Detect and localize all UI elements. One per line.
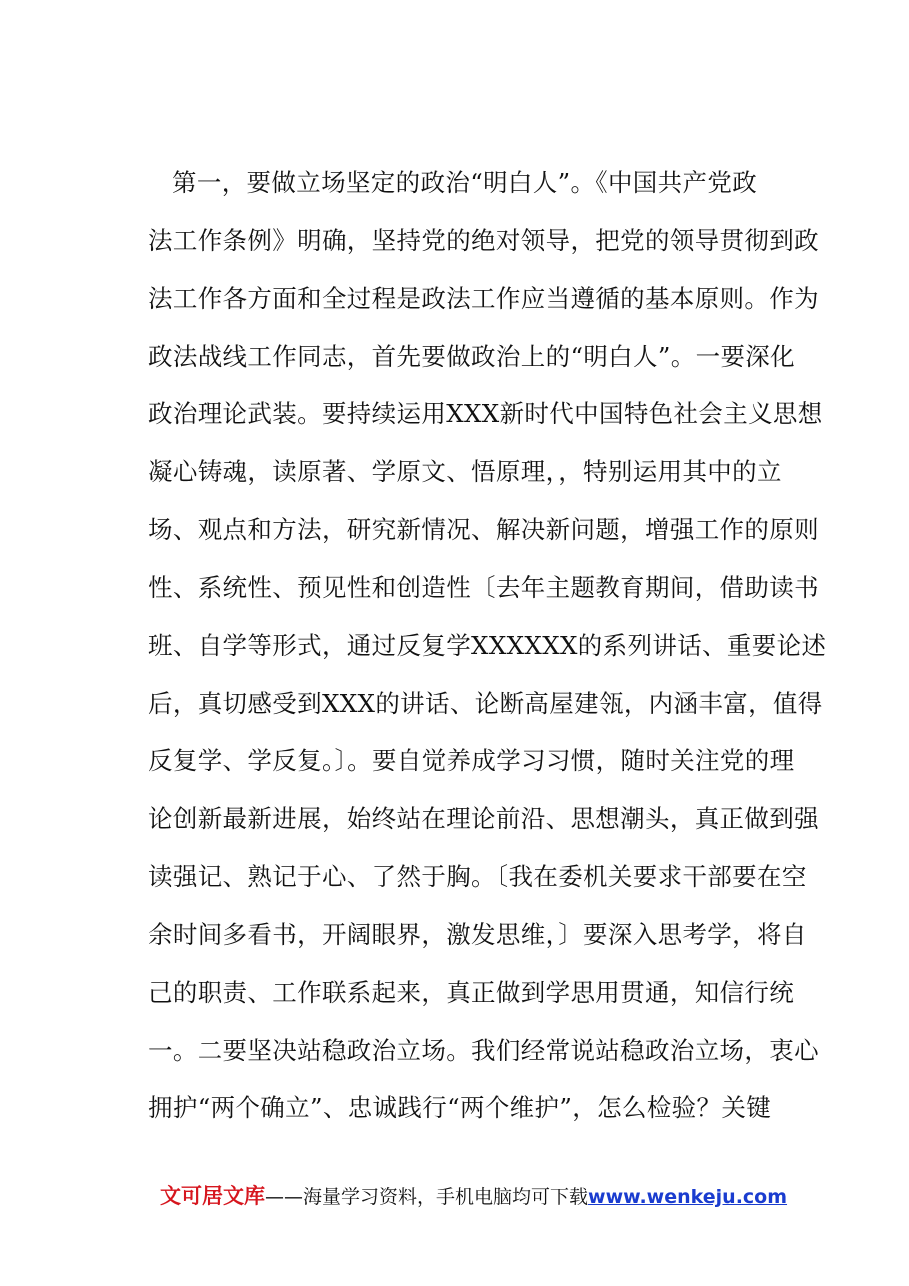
paragraph-line: 凝心铸魂，读原著、学原文、悟原理，，特别运用其中的立 (148, 457, 782, 486)
footer-tagline: ——海量学习资料，手机电脑均可下载 (265, 1186, 589, 1208)
paragraph-line: 拥护“两个确立”、忠诚践行“两个维护”，怎么检验？关键 (148, 1093, 772, 1122)
paragraph-line: 场、观点和方法，研究新情况、解决新问题，增强工作的原则 (148, 515, 819, 544)
paragraph-line: 后，真切感受到XXX的讲话、论断高屋建瓴，内涵丰富，值得 (148, 689, 823, 718)
paragraph-line: 己的职责、工作联系起来，真正做到学思用贯通，知信行统 (148, 978, 795, 1007)
paragraph-line: 政法战线工作同志，首先要做政治上的“明白人”。一要深化 (148, 342, 795, 371)
website-link[interactable]: www.wenkeju.com (588, 1186, 788, 1208)
paragraph-line: 班、自学等形式，通过反复学XXXXXX的系列讲话、重要论述 (148, 631, 827, 660)
footer-banner (160, 1183, 787, 1210)
paragraph-line: 法工作各方面和全过程是政法工作应当遵循的基本原则。作为 (148, 284, 819, 313)
paragraph-line: 第一，要做立场坚定的政治“明白人”。《中国共产党政 (172, 168, 758, 197)
paragraph-line: 法工作条例》明确，坚持党的绝对领导，把党的领导贯彻到政 (148, 226, 819, 255)
paragraph-line: 余时间多看书，开阔眼界，激发思维，〕要深入思考学，将自 (148, 920, 807, 949)
paragraph-line: 一。二要坚决站稳政治立场。我们经常说站稳政治立场，衷心 (148, 1036, 819, 1065)
paragraph-line: 性、系统性、预见性和创造性〔去年主题教育期间，借助读书 (148, 573, 819, 602)
paragraph-line: 反复学、学反复。〕。要自觉养成学习习惯，随时关注党的理 (148, 746, 795, 775)
brand-name: 文可居文库 (160, 1184, 265, 1208)
paragraph-line: 论创新最新进展，始终站在理论前沿、思想潮头，真正做到强 (148, 804, 819, 833)
paragraph-line: 读强记、熟记于心、了然于胸。〔我在委机关要求干部要在空 (148, 862, 807, 891)
paragraph-line: 政治理论武装。要持续运用XXX新时代中国特色社会主义思想 (148, 399, 823, 428)
